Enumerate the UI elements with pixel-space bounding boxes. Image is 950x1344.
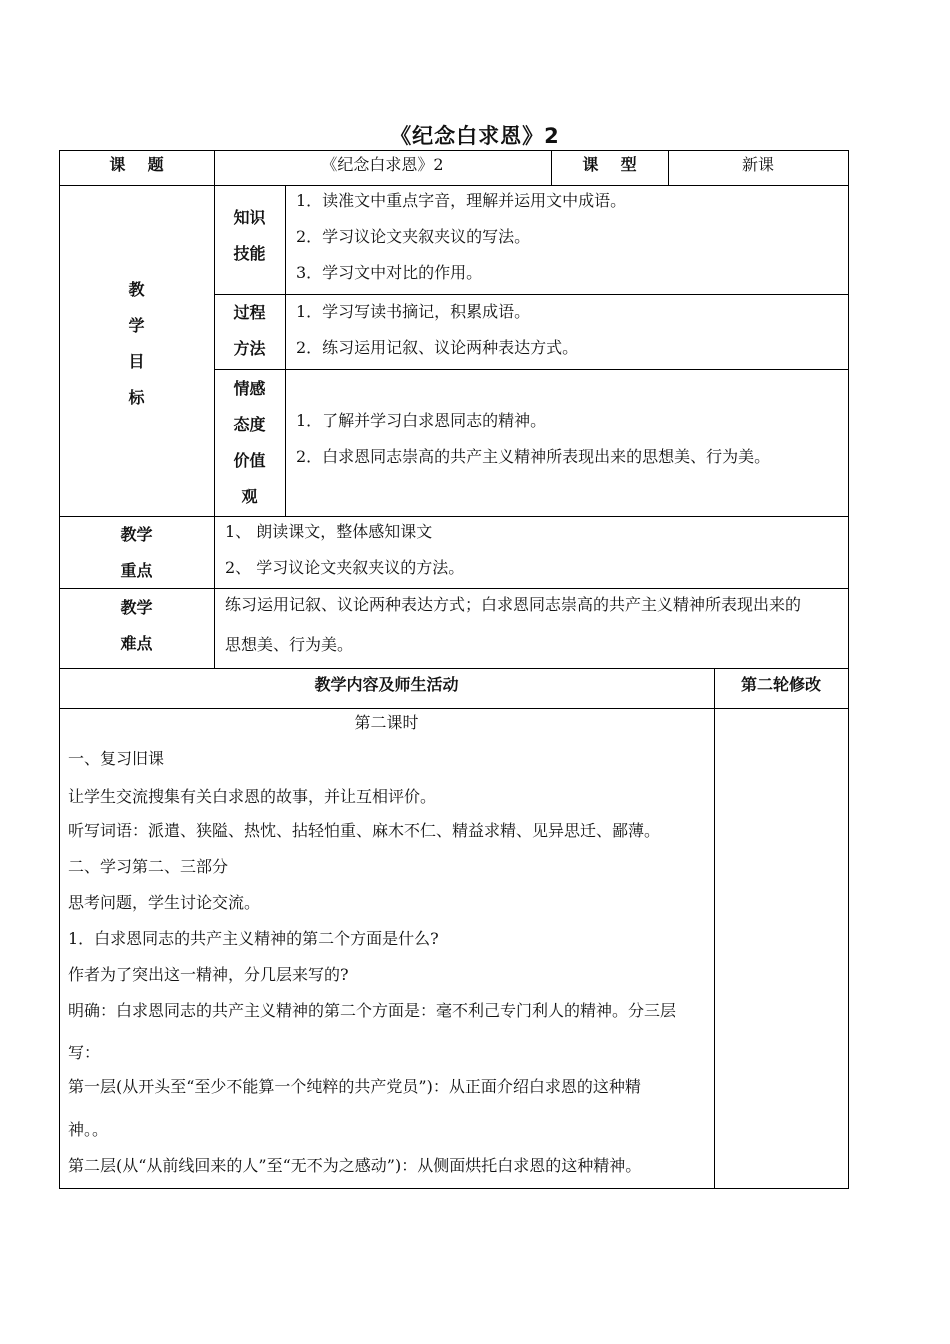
document-title: 《纪念白求恩》2 xyxy=(390,124,560,148)
difficulties-text: 思想美、行为美。 xyxy=(225,635,354,654)
process-item: 2．练习运用记叙、议论两种表达方式。 xyxy=(296,338,579,357)
topic-label: 课 题 xyxy=(109,155,164,174)
content-line: 1．白求恩同志的共产主义精神的第二个方面是什么? xyxy=(68,929,439,948)
content-line: 第二层(从“从前线回来的人”至“无不为之感动”)：从侧面烘托白求恩的这种精神。 xyxy=(68,1156,642,1175)
type-label: 课 型 xyxy=(582,155,637,174)
difficulties-label: 教学 难点 xyxy=(120,598,153,653)
content-line: 思考问题，学生讨论交流。 xyxy=(68,893,261,912)
content-line: 听写词语：派遣、狭隘、热忱、拈轻怕重、麻木不仁、精益求精、见异思迁、鄙薄。 xyxy=(68,821,661,840)
knowledge-item: 3．学习文中对比的作用。 xyxy=(296,263,483,282)
content-line: 作者为了突出这一精神，分几层来写的? xyxy=(68,965,349,984)
key-point-item: 2、 学习议论文夹叙夹议的方法。 xyxy=(225,558,465,577)
content-line: 明确：白求恩同志的共产主义精神的第二个方面是：毫不利己专门利人的精神。分三层 xyxy=(68,1001,677,1020)
process-item: 1．学习写读书摘记，积累成语。 xyxy=(296,302,531,321)
content-line: 神。。 xyxy=(68,1120,109,1139)
process-method-label: 过程 方法 xyxy=(233,303,266,358)
knowledge-item: 1．读准文中重点字音，理解并运用文中成语。 xyxy=(296,191,627,210)
topic-value: 《纪念白求恩》2 xyxy=(321,155,444,174)
content-line: 一、复习旧课 xyxy=(68,749,165,768)
emotion-values-label: 情感 态度 价值 观 xyxy=(233,379,266,506)
revision-header: 第二轮修改 xyxy=(740,675,821,694)
knowledge-item: 2．学习议论文夹叙夹议的写法。 xyxy=(296,227,531,246)
key-point-item: 1、 朗读课文，整体感知课文 xyxy=(225,522,433,541)
content-line: 二、学习第二、三部分 xyxy=(68,857,229,876)
objectives-label: 教 学 目 标 xyxy=(128,280,145,407)
content-line: 让学生交流搜集有关白求恩的故事，并让互相评价。 xyxy=(68,787,437,806)
emotion-item: 1．了解并学习白求恩同志的精神。 xyxy=(296,411,547,430)
content-line: 写： xyxy=(68,1043,101,1062)
emotion-item: 2．白求恩同志崇高的共产主义精神所表现出来的思想美、行为美。 xyxy=(296,447,771,466)
type-value: 新课 xyxy=(741,155,774,174)
knowledge-skills-label: 知识 技能 xyxy=(233,208,266,263)
difficulties-text: 练习运用记叙、议论两种表达方式；白求恩同志崇高的共产主义精神所表现出来的 xyxy=(225,595,802,614)
key-points-label: 教学 重点 xyxy=(120,525,153,580)
activities-header: 教学内容及师生活动 xyxy=(314,675,459,694)
content-line: 第一层(从开头至“至少不能算一个纯粹的共产党员”)：从正面介绍白求恩的这种精 xyxy=(68,1077,641,1096)
session-title: 第二课时 xyxy=(354,713,419,732)
